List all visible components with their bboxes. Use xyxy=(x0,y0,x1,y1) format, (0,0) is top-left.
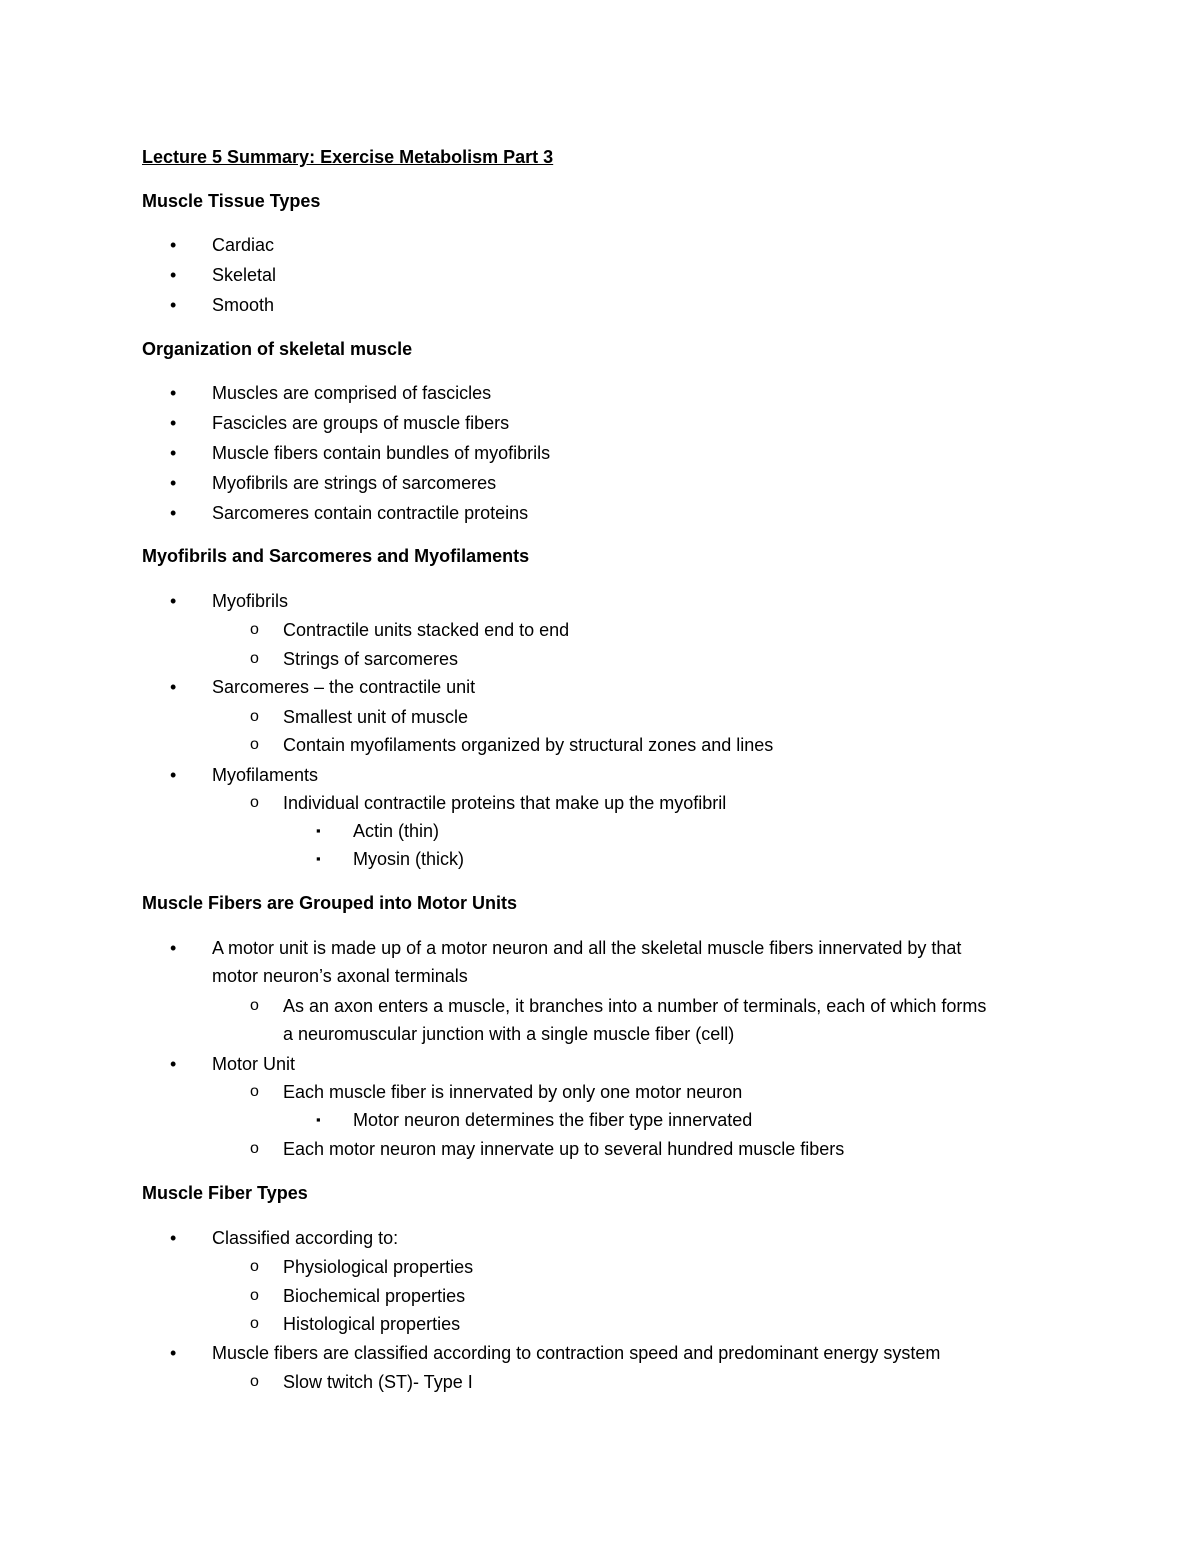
sub-bullet-marker: o xyxy=(250,1315,259,1332)
sub-bullet-marker: o xyxy=(250,794,259,811)
list-item: Motor Unit xyxy=(212,1054,296,1074)
bullet-marker: • xyxy=(170,383,177,403)
list-item: Muscles are comprised of fascicles xyxy=(212,383,492,403)
sub-bullet-marker: o xyxy=(250,1373,259,1390)
bullet-marker: • xyxy=(170,677,177,697)
section-heading-muscle-tissue-types: Muscle Tissue Types xyxy=(142,191,321,211)
sub-list-item: Strings of sarcomeres xyxy=(283,649,459,669)
document-title: Lecture 5 Summary: Exercise Metabolism Part 3 xyxy=(142,147,554,167)
list-item: A motor unit is made up of a motor neuron and all the skeletal muscle fibers innervated by that xyxy=(212,938,962,958)
bullet-marker: • xyxy=(170,235,177,255)
list-item: Sarcomeres – the contractile unit xyxy=(212,677,476,697)
bullet-marker: • xyxy=(170,1343,177,1363)
sub-list-item: Individual contractile proteins that make up the myofibril xyxy=(283,793,727,813)
sub-list-item: Biochemical properties xyxy=(283,1286,466,1306)
bullet-marker: • xyxy=(170,413,177,433)
sub-bullet-marker: o xyxy=(250,997,259,1014)
bullet-marker: • xyxy=(170,503,177,523)
sub-list-item: Contain myofilaments organized by structural zones and lines xyxy=(283,735,774,755)
list-item: Smooth xyxy=(212,295,275,315)
sub-bullet-marker: o xyxy=(250,1140,259,1157)
list-item: Fascicles are groups of muscle fibers xyxy=(212,413,510,433)
bullet-marker: • xyxy=(170,765,177,785)
bullet-marker: • xyxy=(170,295,177,315)
sub-bullet-marker: o xyxy=(250,736,259,753)
list-item: Myofibrils are strings of sarcomeres xyxy=(212,473,497,493)
sub-list-item: Each muscle fiber is innervated by only one motor neuron xyxy=(283,1082,743,1102)
sub-list-item: Slow twitch (ST)- Type I xyxy=(283,1372,473,1392)
bullet-marker: • xyxy=(170,443,177,463)
list-item: Cardiac xyxy=(212,235,275,255)
sub-list-item: Contractile units stacked end to end xyxy=(283,620,570,640)
sub-list-item: Each motor neuron may innervate up to several hundred muscle fibers xyxy=(283,1139,845,1159)
sub-list-item: Histological properties xyxy=(283,1314,461,1334)
list-item: Myofilaments xyxy=(212,765,319,785)
bullet-marker: • xyxy=(170,265,177,285)
list-item: Muscle fibers are classified according to contraction speed and predominant energy system xyxy=(212,1343,941,1363)
sub-sub-list-item: Actin (thin) xyxy=(353,821,440,841)
sub-sub-list-item: Myosin (thick) xyxy=(353,849,465,869)
list-item: Myofibrils xyxy=(212,591,289,611)
bullet-marker: • xyxy=(170,938,177,958)
sub-sub-bullet-marker: ▪ xyxy=(316,851,321,866)
sub-bullet-marker: o xyxy=(250,1083,259,1100)
sub-bullet-marker: o xyxy=(250,621,259,638)
sub-list-item: Physiological properties xyxy=(283,1257,474,1277)
sub-sub-bullet-marker: ▪ xyxy=(316,823,321,838)
sub-list-item: Smallest unit of muscle xyxy=(283,707,469,727)
section-heading-fiber-types: Muscle Fiber Types xyxy=(142,1183,308,1203)
list-item-continuation: motor neuron’s axonal terminals xyxy=(212,966,468,986)
sub-sub-list-item: Motor neuron determines the fiber type innervated xyxy=(353,1110,753,1130)
sub-sub-bullet-marker: ▪ xyxy=(316,1112,321,1127)
bullet-marker: • xyxy=(170,473,177,493)
sub-bullet-marker: o xyxy=(250,1258,259,1275)
section-heading-organization: Organization of skeletal muscle xyxy=(142,339,413,359)
bullet-marker: • xyxy=(170,591,177,611)
list-item: Sarcomeres contain contractile proteins xyxy=(212,503,529,523)
list-item: Classified according to: xyxy=(212,1228,399,1248)
sub-list-item: As an axon enters a muscle, it branches into a number of terminals, each of which forms xyxy=(283,996,987,1016)
list-item: Skeletal xyxy=(212,265,277,285)
sub-list-item-continuation: a neuromuscular junction with a single muscle fiber (cell) xyxy=(283,1024,735,1044)
bullet-marker: • xyxy=(170,1228,177,1248)
section-heading-myofibrils: Myofibrils and Sarcomeres and Myofilaments xyxy=(142,546,530,566)
section-heading-motor-units: Muscle Fibers are Grouped into Motor Units xyxy=(142,893,518,913)
sub-bullet-marker: o xyxy=(250,650,259,667)
sub-bullet-marker: o xyxy=(250,708,259,725)
list-item: Muscle fibers contain bundles of myofibrils xyxy=(212,443,551,463)
sub-bullet-marker: o xyxy=(250,1287,259,1304)
bullet-marker: • xyxy=(170,1054,177,1074)
